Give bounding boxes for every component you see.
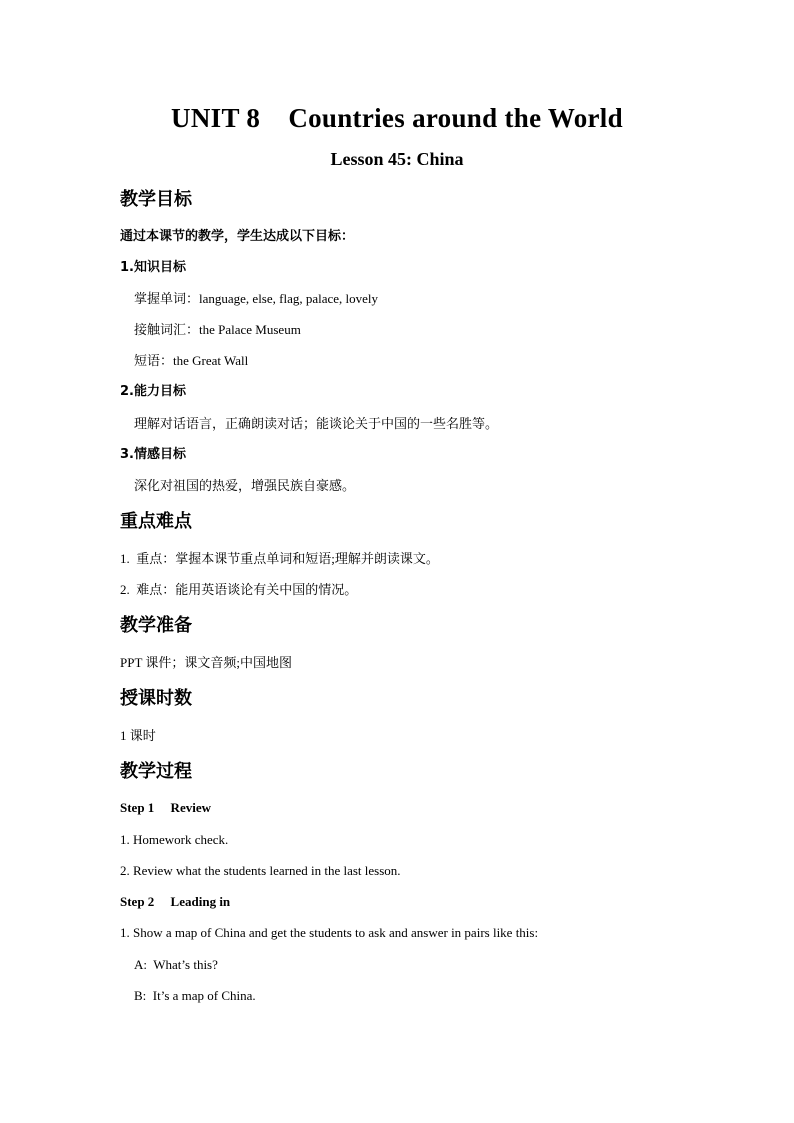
step-2-label: Step 2 Leading in <box>120 894 231 909</box>
key-point-item: 1. 重点：掌握本课节重点单词和短语;理解并朗读课文。 <box>120 551 439 566</box>
section-heading-key-points: 重点难点 <box>120 511 192 532</box>
emotion-objective-label: 3.情感目标 <box>120 447 186 462</box>
section-heading-periods: 授课时数 <box>120 688 192 709</box>
section-heading-objectives: 教学目标 <box>120 189 192 210</box>
section-heading-process: 教学过程 <box>120 761 192 782</box>
key-point-item: 2. 难点：能用英语谈论有关中国的情况。 <box>120 582 358 597</box>
step-2-item: 1. Show a map of China and get the students to ask and answer in pairs like this: <box>120 925 539 940</box>
knowledge-objective-label: 1.知识目标 <box>120 260 186 275</box>
section-heading-preparation: 教学准备 <box>120 615 192 636</box>
emotion-objective-text: 深化对祖国的热爱，增强民族自豪感。 <box>134 478 356 493</box>
dialogue-line: B: It’s a map of China. <box>134 988 256 1003</box>
objectives-intro: 通过本课节的教学，学生达成以下目标： <box>120 229 355 244</box>
lesson-title: Lesson 45: China <box>330 149 464 169</box>
periods-text: 1 课时 <box>120 728 156 743</box>
dialogue-line: A: What’s this? <box>134 957 218 972</box>
knowledge-item: 掌握单词：language, else, flag, palace, lovely <box>134 291 379 306</box>
step-1-label: Step 1 Review <box>120 800 211 815</box>
ability-objective-label: 2.能力目标 <box>120 384 186 399</box>
step-1-item: 2. Review what the students learned in the last lesson. <box>120 863 401 878</box>
unit-title: UNIT 8 Countries around the World <box>171 103 623 133</box>
knowledge-item: 接触词汇：the Palace Museum <box>134 322 301 337</box>
preparation-text: PPT 课件；课文音频;中国地图 <box>120 655 293 670</box>
step-1-item: 1. Homework check. <box>120 832 229 847</box>
knowledge-item: 短语：the Great Wall <box>134 353 249 368</box>
ability-objective-text: 理解对话语言，正确朗读对话；能谈论关于中国的一些名胜等。 <box>134 416 499 431</box>
